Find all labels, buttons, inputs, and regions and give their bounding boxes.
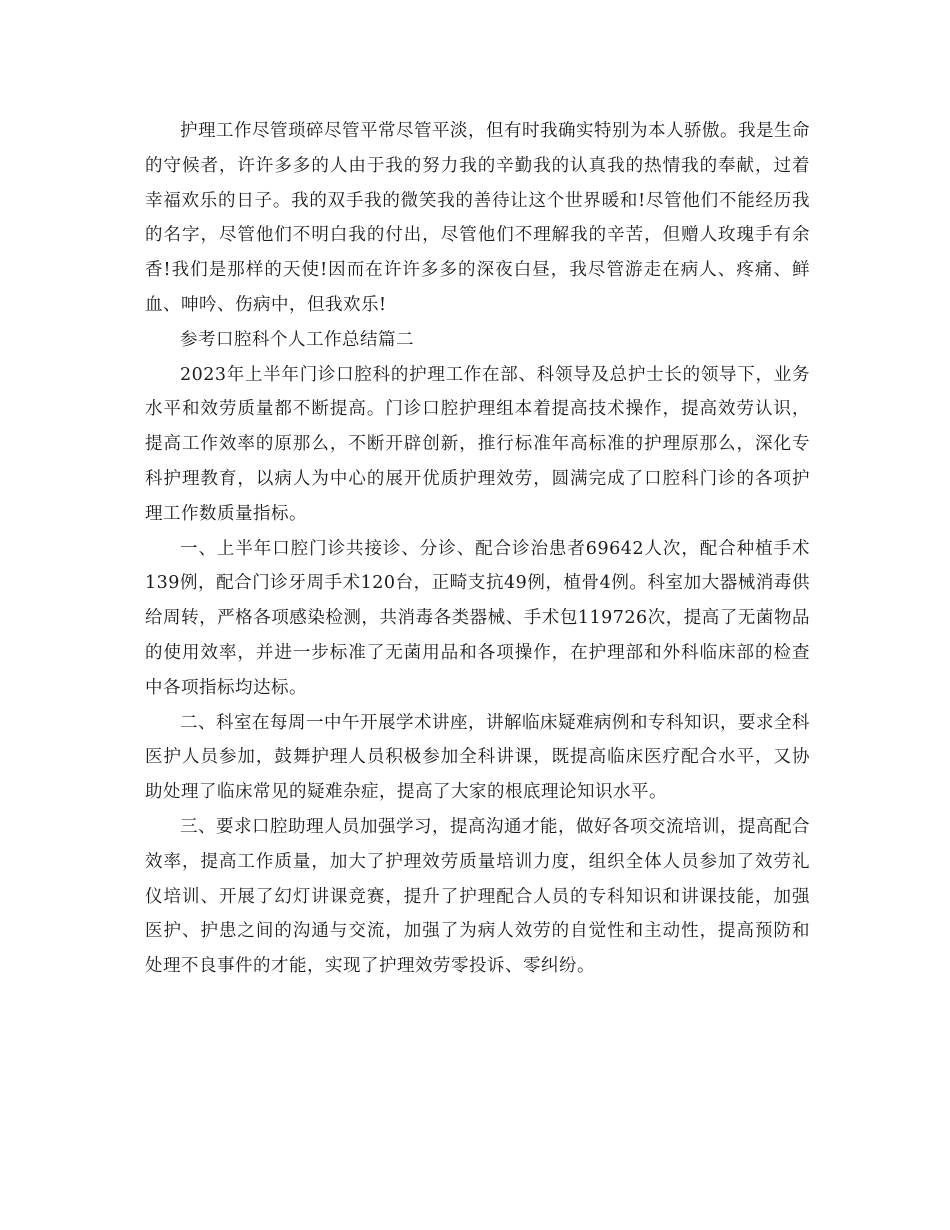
section-heading: 参考口腔科个人工作总结篇二: [180, 329, 414, 350]
paragraph-item-1: 一、上半年口腔门诊共接诊、分诊、配合诊治患者69642人次，配合种植手术139例，配合门诊牙周手术120台，正畸支抗49例，植骨4例。科室加大器械消毒供给周转，严格各项感染检测，共消毒各类器械、手术包119726次，提高了无菌物品的使用效率，并进一步标准了无菌用品和各项操作，在护理部和外科临床部的检查中各项指标均达标。: [145, 538, 810, 698]
paragraph-item-3: 三、要求口腔助理人员加强学习，提高沟通才能，做好各项交流培训，提高配合效率，提高工作质量，加大了护理效劳质量培训力度，组织全体人员参加了效劳礼仪培训、开展了幻灯讲课竞赛，提升了护理配合人员的专科知识和讲课技能，加强医护、护患之间的沟通与交流，加强了为病人效劳的自觉性和主动性，提高预防和处理不良事件的才能，实现了护理效劳零投诉、零纠纷。: [145, 816, 810, 977]
paragraph-overview: 2023年上半年门诊口腔科的护理工作在部、科领导及总护士长的领导下，业务水平和效劳质量都不断提高。门诊口腔护理组本着提高技术操作，提高效劳认识，提高工作效率的原那么，不断开辟创新，推行标准年高标准的护理原那么，深化专科护理教育，以病人为中心的展开优质护理效劳，圆满完成了口腔科门诊的各项护理工作数质量指标。: [145, 364, 810, 524]
paragraph-nursing-pride: 护理工作尽管琐碎尽管平常尽管平淡，但有时我确实特别为本人骄傲。我是生命的守候者，许许多多的人由于我的努力我的辛勤我的认真我的热情我的奉献，过着幸福欢乐的日子。我的双手我的微笑我的善待让这个世界暖和!尽管他们不能经历我的名字，尽管他们不明白我的付出，尽管他们不理解我的辛苦，但赠人玫瑰手有余香!我们是那样的天使!因而在许许多多的深夜白昼，我尽管游走在病人、疼痛、鲜血、呻吟、伤病中，但我欢乐!: [145, 121, 810, 315]
document-body: [145, 114, 810, 984]
paragraph-item-2: 二、科室在每周一中午开展学术讲座，讲解临床疑难病例和专科知识，要求全科医护人员参加，鼓舞护理人员积极参加全科讲课，既提高临床医疗配合水平，又协助处理了临床常见的疑难杂症，提高了大家的根底理论知识水平。: [145, 712, 810, 803]
